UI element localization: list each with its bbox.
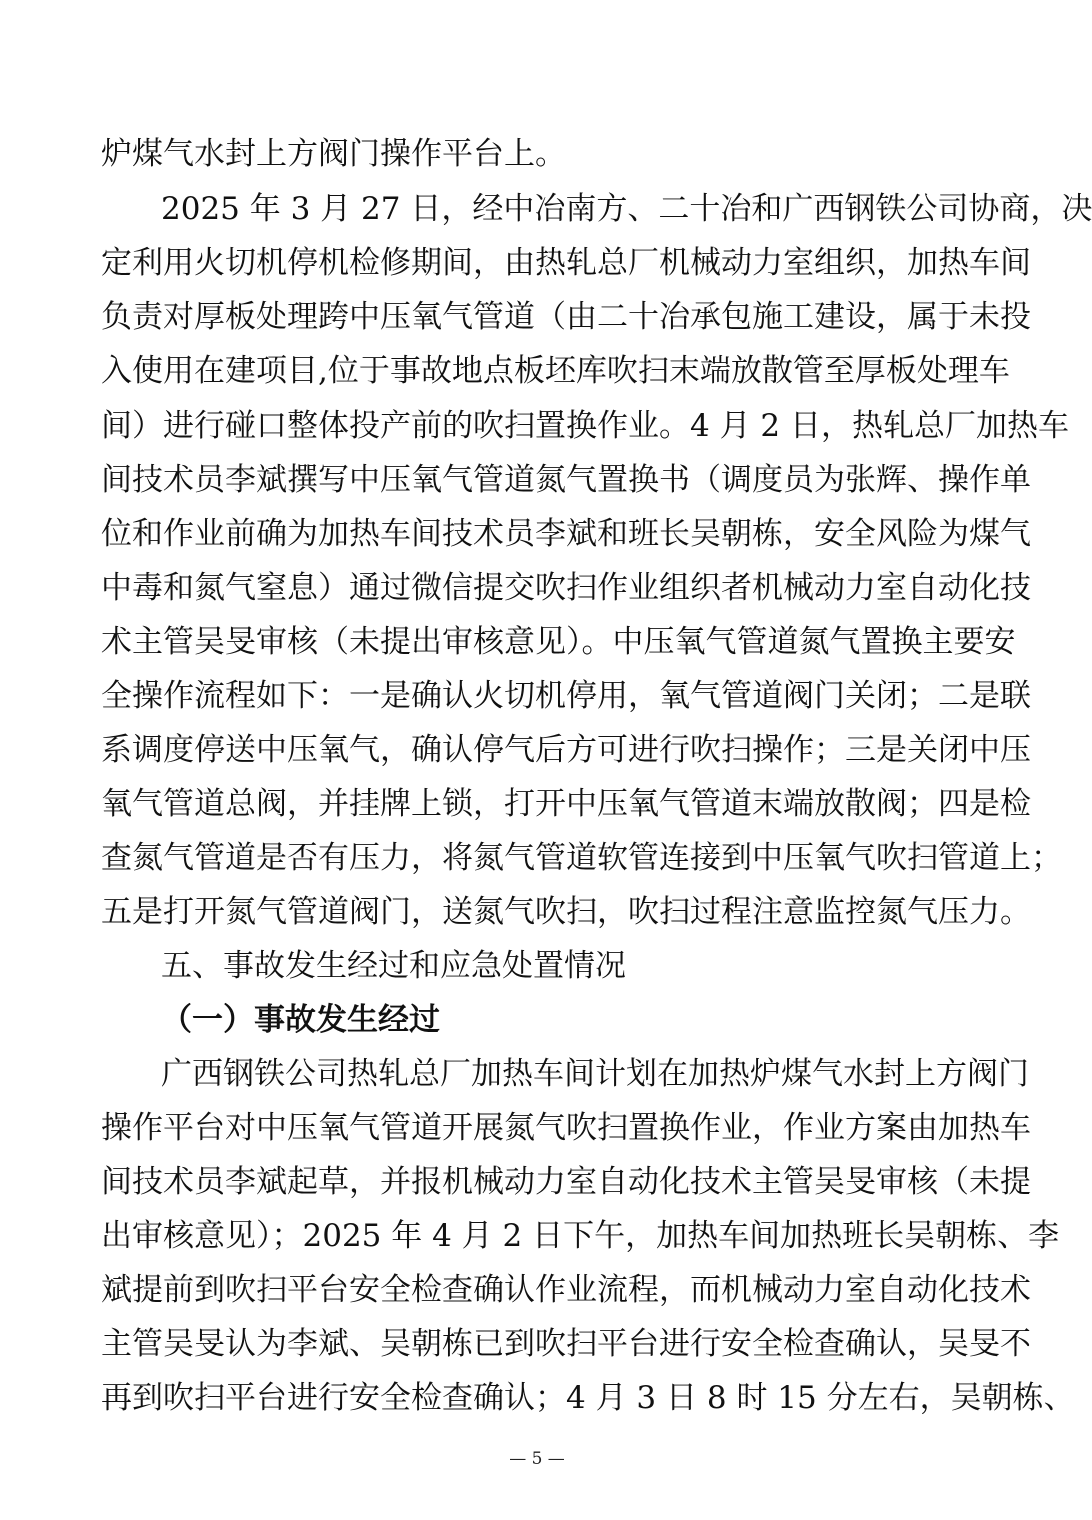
body-text-line: 2025 年 3 月 27 日，经中冶南方、二十冶和广西钢铁公司协商，决 [161, 191, 1092, 227]
body-text-line: 五是打开氮气管道阀门，送氮气吹扫，吹扫过程注意监控氮气压力。 [101, 894, 1031, 930]
body-text-line: 定利用火切机停机检修期间，由热轧总厂机械动力室组织，加热车间 [101, 245, 1031, 281]
body-text-line: 术主管吴旻审核（未提出审核意见）。中压氧气管道氮气置换主要安 [101, 624, 1016, 660]
body-text-line: 位和作业前确为加热车间技术员李斌和班长吴朝栋，安全风险为煤气 [101, 516, 1031, 552]
body-text-line: 全操作流程如下：一是确认火切机停用，氧气管道阀门关闭；二是联 [101, 678, 1031, 714]
body-text-line: 氧气管道总阀，并挂牌上锁，打开中压氧气管道末端放散阀；四是检 [101, 786, 1031, 822]
body-text-line: 间技术员李斌撰写中压氧气管道氮气置换书（调度员为张辉、操作单 [101, 462, 1031, 498]
body-text-line: 广西钢铁公司热轧总厂加热车间计划在加热炉煤气水封上方阀门 [161, 1056, 1029, 1092]
body-text-line: 操作平台对中压氧气管道开展氮气吹扫置换作业，作业方案由加热车 [101, 1110, 1031, 1146]
body-text-line: 出审核意见）；2025 年 4 月 2 日下午，加热车间加热班长吴朝栋、李 [101, 1218, 1060, 1254]
body-text-line: 再到吹扫平台进行安全检查确认；4 月 3 日 8 时 15 分左右，吴朝栋、 [101, 1380, 1075, 1416]
section-heading: 五、事故发生经过和应急处置情况 [161, 948, 626, 984]
body-text-line: 系调度停送中压氧气，确认停气后方可进行吹扫操作；三是关闭中压 [101, 732, 1031, 768]
body-text-line: 间）进行碰口整体投产前的吹扫置换作业。4 月 2 日，热轧总厂加热车 [101, 408, 1070, 444]
body-text-line: 中毒和氮气窒息）通过微信提交吹扫作业组织者机械动力室自动化技 [101, 570, 1031, 606]
subsection-heading: （一）事故发生经过 [161, 1002, 440, 1038]
body-text-line: 斌提前到吹扫平台安全检查确认作业流程，而机械动力室自动化技术 [101, 1272, 1031, 1308]
page-number: — 5 — [509, 1449, 565, 1469]
body-text-line: 负责对厚板处理跨中压氧气管道（由二十冶承包施工建设，属于未投 [101, 299, 1031, 335]
body-text-line: 入使用在建项目,位于事故地点板坯库吹扫末端放散管至厚板处理车 [101, 353, 1010, 389]
body-text-line: 炉煤气水封上方阀门操作平台上。 [101, 136, 566, 172]
body-text-line: 主管吴旻认为李斌、吴朝栋已到吹扫平台进行安全检查确认，吴旻不 [101, 1326, 1031, 1362]
body-text-line: 查氮气管道是否有压力，将氮气管道软管连接到中压氧气吹扫管道上； [101, 840, 1062, 876]
body-text-line: 间技术员李斌起草，并报机械动力室自动化技术主管吴旻审核（未提 [101, 1164, 1031, 1200]
